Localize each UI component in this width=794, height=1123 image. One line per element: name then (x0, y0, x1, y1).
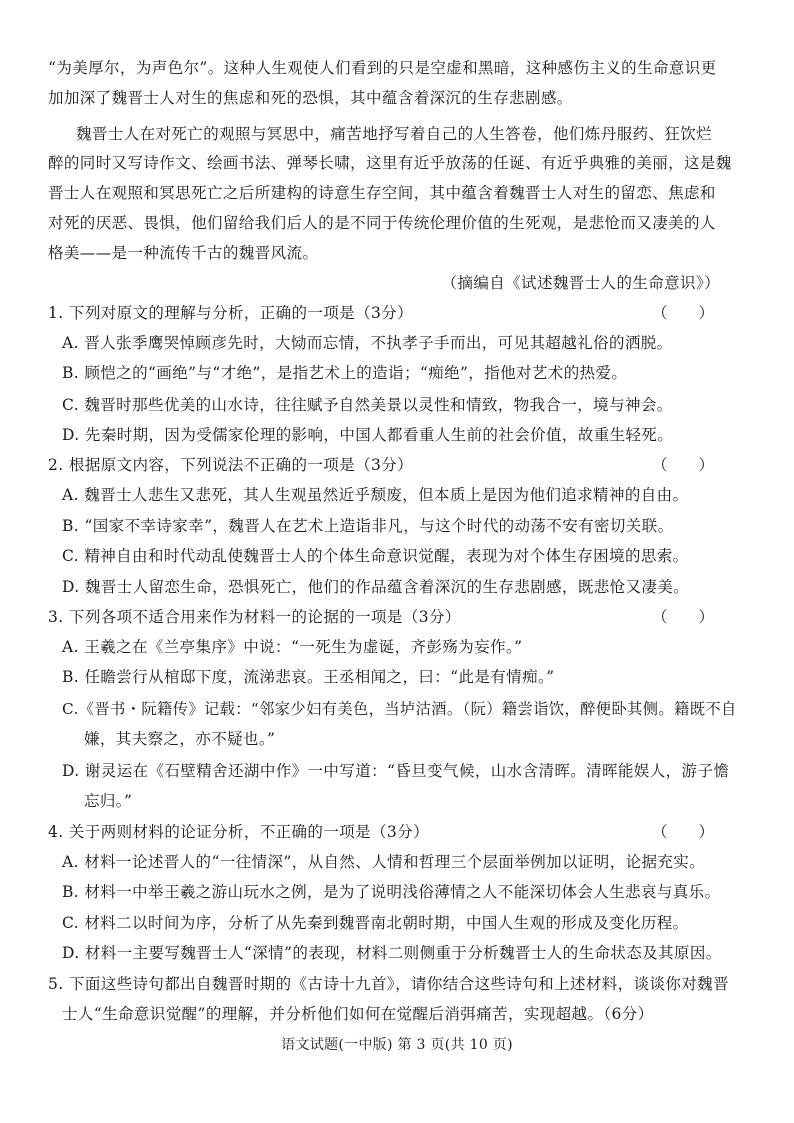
passage-line: “为美厚尔，为声色尔”。这种人生观使人们看到的只是空虚和黑暗，这种感伤主义的生命意识更 (48, 59, 717, 77)
option-b: B. “国家不幸诗家幸”，魏晋人在艺术上造诣非凡，与这个时代的动荡不安有密切关联。 (62, 517, 674, 535)
option-b: B. 材料一中举王羲之游山玩水之例，是为了说明浅俗薄情之人不能深切体会人生悲哀与真乐。 (62, 883, 721, 901)
option-d: D. 材料一主要写魏晋士人“深情”的表现，材料二则侧重于分析魏晋士人的生命状态及其原因。 (62, 944, 722, 962)
option-a: A. 魏晋士人悲生又悲死，其人生观虽然近乎颓废，但本质上是因为他们追求精神的自由。 (62, 486, 689, 504)
option-c: C.《晋书・阮籍传》记载：“邻家少妇有美色，当垆沽酒。（阮）籍尝诣饮，醉便卧其侧。籍既不自 (62, 700, 737, 718)
option-a: A. 王羲之在《兰亭集序》中说：“一死生为虚诞，齐彭殇为妄作。” (62, 638, 523, 656)
passage-line: 对死的厌恶、畏惧，他们留给我们后人的是不同于传统伦理价值的生死观，是悲怆而又凄美的人 (48, 214, 716, 232)
option-d: D. 魏晋士人留恋生命，恐惧死亡，他们的作品蕴含着深沉的生存悲剧感，既悲怆又凄美。 (62, 578, 690, 596)
option-c-cont: 嫌，其夫察之，亦不疑也。” (84, 730, 276, 748)
answer-blank[interactable]: （ ） (651, 608, 714, 626)
option-d: D. 先秦时期，因为受儒家伦理的影响，中国人都看重人生前的社会价值，故重生轻死。 (62, 426, 674, 444)
question-stem-cont: 士人“生命意识觉醒”的理解，并分析他们如何在觉醒后消弭痛苦，实现超越。（6分） (62, 1005, 654, 1023)
question-stem: 2. 根据原文内容，下列说法不正确的一项是（3分） (48, 456, 414, 474)
option-a: A. 晋人张季鹰哭悼顾彦先时，大恸而忘情，不执孝子手而出，可见其超越礼俗的洒脱。 (62, 334, 673, 352)
option-c: C. 精神自由和时代动乱使魏晋士人的个体生命意识觉醒，表现为对个体生存困境的思索。 (62, 547, 689, 565)
option-b: B. 任瞻尝行从棺邸下度，流涕悲哀。王丞相闻之，曰：“此是有情痴。” (62, 668, 555, 686)
passage-line: 格美——是一种流传千古的魏晋风流。 (48, 244, 319, 262)
page-footer: 语文试题(一中版) 第 3 页(共 10 页) (281, 1037, 513, 1053)
passage-line: 魏晋士人在对死亡的观照与冥思中，痛苦地抒写着自己的人生答卷，他们炼丹服药、狂饮烂 (76, 125, 713, 143)
question-stem: 1. 下列对原文的理解与分析，正确的一项是（3分） (48, 304, 414, 322)
option-b: B. 顾恺之的“画绝”与“才绝”，是指艺术上的造诣；“痴绝”，指他对艺术的热爱。 (62, 364, 628, 382)
question-stem: 5. 下面这些诗句都出自魏晋时期的《古诗十九首》，请你结合这些诗句和上述材料，谈谈你对魏晋 (48, 975, 729, 993)
option-d-cont: 忘归。” (84, 792, 133, 810)
answer-blank[interactable]: （ ） (651, 823, 714, 841)
option-c: C. 材料二以时间为序，分析了从先秦到魏晋南北朝时期，中国人生观的形成及变化历程。 (62, 914, 689, 932)
answer-blank[interactable]: （ ） (651, 456, 714, 474)
passage-line: 加加深了魏晋士人对生的焦虑和死的恐惧，其中蕴含着深沉的生存悲剧感。 (48, 89, 573, 107)
question-stem: 3. 下列各项不适合用来作为材料一的论据的一项是（3分） (48, 608, 461, 626)
source-citation: （摘编自《试述魏晋士人的生命意识》） (441, 274, 720, 292)
passage-line: 晋士人在观照和冥思死亡之后所建构的诗意生存空间，其中蕴含着魏晋士人对生的留恋、焦虑和 (48, 184, 716, 202)
option-c: C. 魏晋时那些优美的山水诗，往往赋予自然美景以灵性和情致，物我合一，境与神会。 (62, 396, 673, 414)
option-d: D. 谢灵运在《石壁精舍还湖中作》一中写道：“昏旦变气候，山水含清晖。清晖能娱人，游子憺 (62, 762, 730, 780)
passage-line: 醉的同时又写诗作文、绘画书法、弹琴长啸，这里有近乎放荡的任诞、有近乎典雅的美丽，这是魏 (48, 154, 732, 172)
answer-blank[interactable]: （ ） (651, 304, 714, 322)
question-stem: 4. 关于两则材料的论证分析，不正确的一项是（3分） (48, 823, 429, 841)
option-a: A. 材料一论述晋人的“一往情深”，从自然、人情和哲理三个层面举例加以证明，论据充实。 (62, 853, 706, 871)
